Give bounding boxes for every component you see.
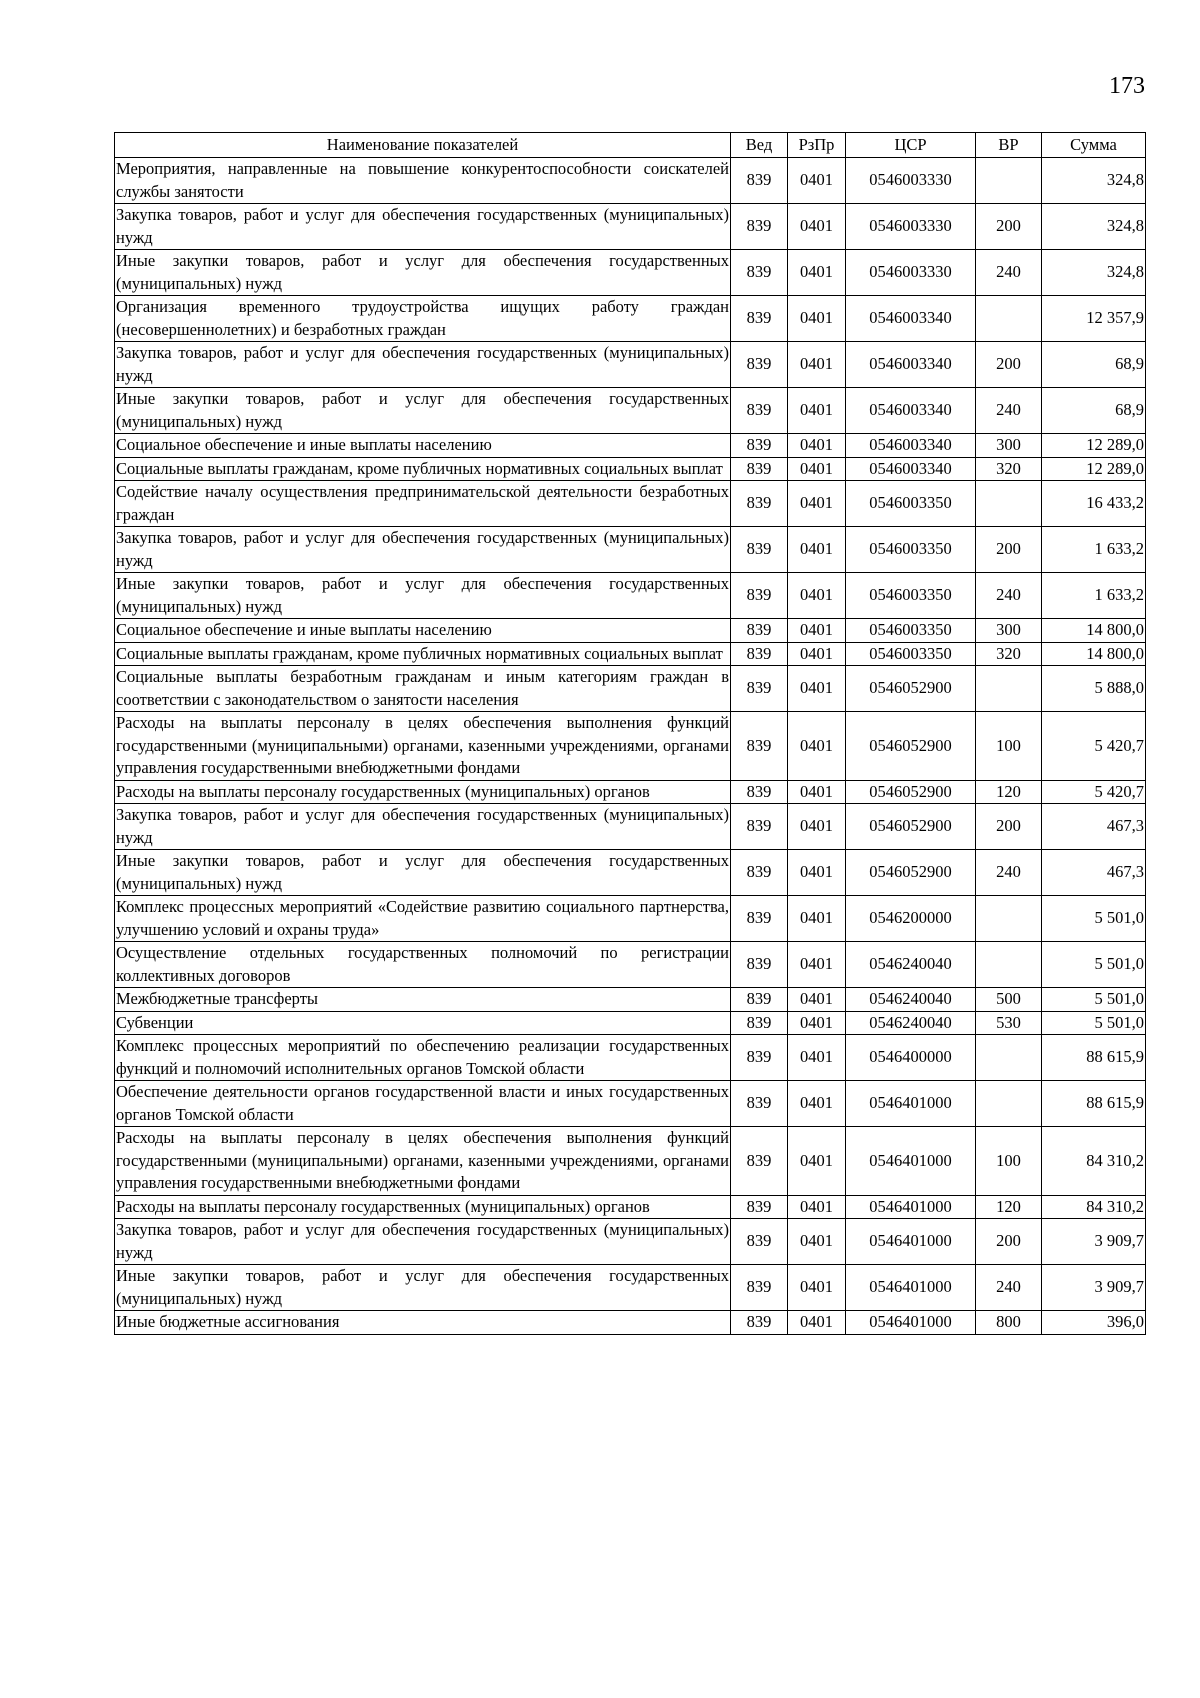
cell-csr: 0546003330 <box>846 204 976 250</box>
header-row <box>115 133 1146 158</box>
cell-sum: 467,3 <box>1042 804 1146 850</box>
table-row <box>115 342 1146 388</box>
cell-rzpr: 0401 <box>788 1265 846 1311</box>
cell-name: Закупка товаров, работ и услуг для обеспечения государственных (муниципальных) нужд <box>115 1219 731 1265</box>
cell-rzpr: 0401 <box>788 1127 846 1196</box>
cell-rzpr: 0401 <box>788 1219 846 1265</box>
cell-vr <box>976 942 1042 988</box>
cell-vr: 200 <box>976 1219 1042 1265</box>
cell-ved: 839 <box>731 1265 788 1311</box>
cell-name: Социальные выплаты безработным гражданам и иным категориям граждан в соответствии с законодательством о занятости населения <box>115 666 731 712</box>
cell-sum: 324,8 <box>1042 204 1146 250</box>
cell-csr: 0546052900 <box>846 712 976 781</box>
cell-vr: 200 <box>976 204 1042 250</box>
header-vr: ВР <box>976 133 1042 158</box>
cell-csr: 0546003340 <box>846 434 976 458</box>
cell-sum: 12 357,9 <box>1042 296 1146 342</box>
cell-vr: 320 <box>976 457 1042 481</box>
table-row <box>115 573 1146 619</box>
cell-vr: 100 <box>976 712 1042 781</box>
header-csr: ЦСР <box>846 133 976 158</box>
cell-sum: 5 501,0 <box>1042 896 1146 942</box>
cell-csr: 0546401000 <box>846 1127 976 1196</box>
table-row <box>115 204 1146 250</box>
cell-name: Осуществление отдельных государственных полномочий по регистрации коллективных договоров <box>115 942 731 988</box>
table-row <box>115 158 1146 204</box>
cell-sum: 1 633,2 <box>1042 573 1146 619</box>
table-row <box>115 712 1146 781</box>
cell-ved: 839 <box>731 1195 788 1219</box>
cell-rzpr: 0401 <box>788 481 846 527</box>
cell-ved: 839 <box>731 573 788 619</box>
cell-csr: 0546052900 <box>846 780 976 804</box>
cell-rzpr: 0401 <box>788 1011 846 1035</box>
cell-vr <box>976 481 1042 527</box>
cell-rzpr: 0401 <box>788 296 846 342</box>
cell-ved: 839 <box>731 619 788 643</box>
table-row <box>115 1011 1146 1035</box>
cell-sum: 84 310,2 <box>1042 1195 1146 1219</box>
cell-csr: 0546003350 <box>846 573 976 619</box>
cell-csr: 0546003350 <box>846 527 976 573</box>
cell-sum: 12 289,0 <box>1042 457 1146 481</box>
cell-name: Иные закупки товаров, работ и услуг для обеспечения государственных (муниципальных) нужд <box>115 850 731 896</box>
cell-ved: 839 <box>731 481 788 527</box>
cell-vr: 120 <box>976 1195 1042 1219</box>
cell-csr: 0546401000 <box>846 1081 976 1127</box>
table-row <box>115 1265 1146 1311</box>
cell-sum: 3 909,7 <box>1042 1265 1146 1311</box>
cell-csr: 0546003350 <box>846 481 976 527</box>
cell-rzpr: 0401 <box>788 804 846 850</box>
cell-ved: 839 <box>731 296 788 342</box>
cell-ved: 839 <box>731 804 788 850</box>
cell-ved: 839 <box>731 988 788 1012</box>
cell-csr: 0546003340 <box>846 457 976 481</box>
cell-rzpr: 0401 <box>788 642 846 666</box>
header-name: Наименование показателей <box>115 133 731 158</box>
cell-ved: 839 <box>731 942 788 988</box>
cell-name: Закупка товаров, работ и услуг для обеспечения государственных (муниципальных) нужд <box>115 342 731 388</box>
cell-vr: 320 <box>976 642 1042 666</box>
cell-vr <box>976 896 1042 942</box>
cell-csr: 0546003340 <box>846 342 976 388</box>
cell-rzpr: 0401 <box>788 850 846 896</box>
cell-ved: 839 <box>731 642 788 666</box>
cell-ved: 839 <box>731 158 788 204</box>
cell-sum: 14 800,0 <box>1042 642 1146 666</box>
cell-ved: 839 <box>731 434 788 458</box>
cell-sum: 5 420,7 <box>1042 712 1146 781</box>
cell-csr: 0546400000 <box>846 1035 976 1081</box>
cell-rzpr: 0401 <box>788 1035 846 1081</box>
cell-name: Обеспечение деятельности органов государственной власти и иных государственных органов Томской области <box>115 1081 731 1127</box>
cell-name: Закупка товаров, работ и услуг для обеспечения государственных (муниципальных) нужд <box>115 204 731 250</box>
cell-ved: 839 <box>731 1311 788 1335</box>
cell-sum: 12 289,0 <box>1042 434 1146 458</box>
table-row <box>115 1195 1146 1219</box>
cell-rzpr: 0401 <box>788 388 846 434</box>
cell-ved: 839 <box>731 204 788 250</box>
cell-name: Мероприятия, направленные на повышение конкурентоспособности соискателей службы занятости <box>115 158 731 204</box>
cell-csr: 0546003350 <box>846 619 976 643</box>
cell-sum: 16 433,2 <box>1042 481 1146 527</box>
cell-ved: 839 <box>731 1035 788 1081</box>
cell-ved: 839 <box>731 527 788 573</box>
cell-csr: 0546200000 <box>846 896 976 942</box>
table-row <box>115 1311 1146 1335</box>
cell-csr: 0546003350 <box>846 642 976 666</box>
cell-ved: 839 <box>731 1127 788 1196</box>
cell-name: Закупка товаров, работ и услуг для обеспечения государственных (муниципальных) нужд <box>115 804 731 850</box>
cell-name: Субвенции <box>115 1011 731 1035</box>
table-row <box>115 388 1146 434</box>
table-row <box>115 1127 1146 1196</box>
cell-vr: 300 <box>976 619 1042 643</box>
table-row <box>115 988 1146 1012</box>
cell-vr <box>976 296 1042 342</box>
cell-rzpr: 0401 <box>788 1081 846 1127</box>
cell-name: Иные закупки товаров, работ и услуг для обеспечения государственных (муниципальных) нужд <box>115 1265 731 1311</box>
cell-rzpr: 0401 <box>788 712 846 781</box>
cell-name: Расходы на выплаты персоналу в целях обеспечения выполнения функций государственными (муниципальными) органами, казенными учреждениями, органами управления государственными внебюджетными фондами <box>115 712 731 781</box>
cell-sum: 5 888,0 <box>1042 666 1146 712</box>
cell-name: Иные закупки товаров, работ и услуг для обеспечения государственных (муниципальных) нужд <box>115 388 731 434</box>
table-row <box>115 804 1146 850</box>
cell-vr <box>976 158 1042 204</box>
cell-csr: 0546003330 <box>846 250 976 296</box>
header-ved: Вед <box>731 133 788 158</box>
table-row <box>115 1035 1146 1081</box>
cell-vr: 200 <box>976 342 1042 388</box>
cell-vr: 240 <box>976 573 1042 619</box>
cell-name: Межбюджетные трансферты <box>115 988 731 1012</box>
cell-ved: 839 <box>731 896 788 942</box>
cell-name: Комплекс процессных мероприятий «Содействие развитию социального партнерства, улучшению условий и охраны труда» <box>115 896 731 942</box>
cell-ved: 839 <box>731 457 788 481</box>
cell-name: Закупка товаров, работ и услуг для обеспечения государственных (муниципальных) нужд <box>115 527 731 573</box>
cell-csr: 0546003330 <box>846 158 976 204</box>
cell-name: Расходы на выплаты персоналу государственных (муниципальных) органов <box>115 1195 731 1219</box>
cell-sum: 5 501,0 <box>1042 988 1146 1012</box>
cell-vr: 300 <box>976 434 1042 458</box>
cell-csr: 0546240040 <box>846 1011 976 1035</box>
table-header <box>115 133 1146 158</box>
cell-rzpr: 0401 <box>788 1195 846 1219</box>
table-row <box>115 250 1146 296</box>
cell-rzpr: 0401 <box>788 988 846 1012</box>
cell-ved: 839 <box>731 1219 788 1265</box>
cell-csr: 0546052900 <box>846 804 976 850</box>
cell-ved: 839 <box>731 1011 788 1035</box>
cell-name: Расходы на выплаты персоналу в целях обеспечения выполнения функций государственными (муниципальными) органами, казенными учреждениями, органами управления государственными внебюджетными фондами <box>115 1127 731 1196</box>
cell-name: Социальные выплаты гражданам, кроме публичных нормативных социальных выплат <box>115 642 731 666</box>
cell-rzpr: 0401 <box>788 573 846 619</box>
cell-ved: 839 <box>731 712 788 781</box>
cell-vr <box>976 1035 1042 1081</box>
cell-vr <box>976 666 1042 712</box>
cell-rzpr: 0401 <box>788 527 846 573</box>
cell-sum: 1 633,2 <box>1042 527 1146 573</box>
cell-sum: 3 909,7 <box>1042 1219 1146 1265</box>
cell-sum: 88 615,9 <box>1042 1035 1146 1081</box>
cell-csr: 0546401000 <box>846 1311 976 1335</box>
cell-csr: 0546052900 <box>846 666 976 712</box>
table-row <box>115 1219 1146 1265</box>
table-row <box>115 527 1146 573</box>
cell-name: Расходы на выплаты персоналу государственных (муниципальных) органов <box>115 780 731 804</box>
cell-sum: 84 310,2 <box>1042 1127 1146 1196</box>
cell-name: Социальное обеспечение и иные выплаты населению <box>115 434 731 458</box>
cell-rzpr: 0401 <box>788 434 846 458</box>
cell-sum: 5 420,7 <box>1042 780 1146 804</box>
cell-name: Иные бюджетные ассигнования <box>115 1311 731 1335</box>
table-row <box>115 457 1146 481</box>
cell-rzpr: 0401 <box>788 457 846 481</box>
cell-ved: 839 <box>731 1081 788 1127</box>
cell-name: Содействие началу осуществления предпринимательской деятельности безработных граждан <box>115 481 731 527</box>
cell-vr: 120 <box>976 780 1042 804</box>
cell-ved: 839 <box>731 250 788 296</box>
table-row <box>115 666 1146 712</box>
cell-csr: 0546401000 <box>846 1195 976 1219</box>
cell-vr: 200 <box>976 527 1042 573</box>
cell-vr: 500 <box>976 988 1042 1012</box>
cell-rzpr: 0401 <box>788 1311 846 1335</box>
cell-rzpr: 0401 <box>788 666 846 712</box>
cell-vr: 240 <box>976 1265 1042 1311</box>
cell-vr: 200 <box>976 804 1042 850</box>
cell-name: Иные закупки товаров, работ и услуг для обеспечения государственных (муниципальных) нужд <box>115 573 731 619</box>
table-row <box>115 850 1146 896</box>
page-number: 173 <box>1109 73 1145 99</box>
cell-csr: 0546401000 <box>846 1265 976 1311</box>
cell-rzpr: 0401 <box>788 250 846 296</box>
table-row <box>115 1081 1146 1127</box>
table-row <box>115 296 1146 342</box>
cell-rzpr: 0401 <box>788 204 846 250</box>
cell-rzpr: 0401 <box>788 619 846 643</box>
cell-vr: 240 <box>976 250 1042 296</box>
table-body <box>115 158 1146 1335</box>
cell-rzpr: 0401 <box>788 896 846 942</box>
cell-name: Иные закупки товаров, работ и услуг для обеспечения государственных (муниципальных) нужд <box>115 250 731 296</box>
cell-sum: 68,9 <box>1042 342 1146 388</box>
cell-csr: 0546003340 <box>846 296 976 342</box>
cell-sum: 396,0 <box>1042 1311 1146 1335</box>
cell-vr: 240 <box>976 388 1042 434</box>
cell-ved: 839 <box>731 850 788 896</box>
cell-ved: 839 <box>731 342 788 388</box>
cell-rzpr: 0401 <box>788 780 846 804</box>
cell-vr: 530 <box>976 1011 1042 1035</box>
cell-name: Социальное обеспечение и иные выплаты населению <box>115 619 731 643</box>
cell-vr: 240 <box>976 850 1042 896</box>
cell-sum: 5 501,0 <box>1042 942 1146 988</box>
cell-name: Комплекс процессных мероприятий по обеспечению реализации государственных функций и полномочий исполнительных органов Томской области <box>115 1035 731 1081</box>
cell-name: Организация временного трудоустройства ищущих работу граждан (несовершеннолетних) и безработных граждан <box>115 296 731 342</box>
cell-ved: 839 <box>731 388 788 434</box>
cell-rzpr: 0401 <box>788 158 846 204</box>
cell-sum: 88 615,9 <box>1042 1081 1146 1127</box>
table-row <box>115 619 1146 643</box>
cell-name: Социальные выплаты гражданам, кроме публичных нормативных социальных выплат <box>115 457 731 481</box>
header-sum: Сумма <box>1042 133 1146 158</box>
cell-vr <box>976 1081 1042 1127</box>
table-row <box>115 434 1146 458</box>
cell-sum: 324,8 <box>1042 250 1146 296</box>
cell-vr: 100 <box>976 1127 1042 1196</box>
cell-rzpr: 0401 <box>788 942 846 988</box>
cell-ved: 839 <box>731 666 788 712</box>
table-row <box>115 642 1146 666</box>
cell-vr: 800 <box>976 1311 1042 1335</box>
cell-csr: 0546401000 <box>846 1219 976 1265</box>
table-row <box>115 481 1146 527</box>
table-row <box>115 780 1146 804</box>
table-row <box>115 896 1146 942</box>
table-row <box>115 942 1146 988</box>
cell-sum: 14 800,0 <box>1042 619 1146 643</box>
cell-rzpr: 0401 <box>788 342 846 388</box>
cell-sum: 324,8 <box>1042 158 1146 204</box>
cell-csr: 0546240040 <box>846 942 976 988</box>
cell-ved: 839 <box>731 780 788 804</box>
budget-table <box>114 132 1146 1335</box>
cell-sum: 68,9 <box>1042 388 1146 434</box>
cell-csr: 0546052900 <box>846 850 976 896</box>
cell-sum: 5 501,0 <box>1042 1011 1146 1035</box>
cell-sum: 467,3 <box>1042 850 1146 896</box>
header-rzpr: РзПр <box>788 133 846 158</box>
cell-csr: 0546003340 <box>846 388 976 434</box>
cell-csr: 0546240040 <box>846 988 976 1012</box>
